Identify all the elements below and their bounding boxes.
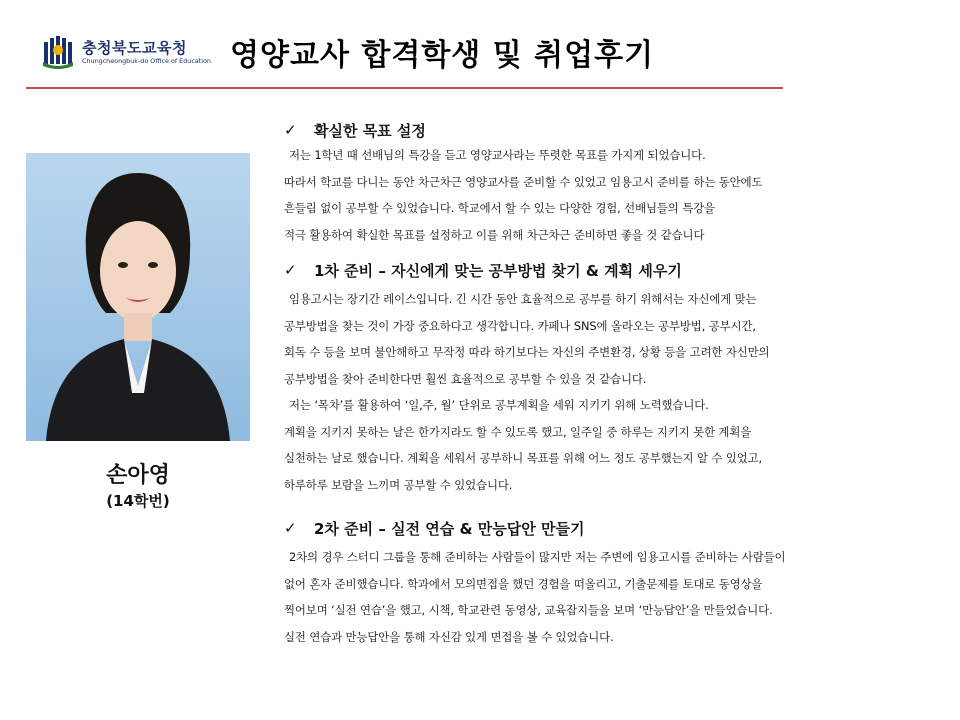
body-line: 하루하루 보람을 느끼며 공부할 수 있었습니다.: [284, 477, 513, 492]
section-goal: [284, 118, 944, 248]
section-title: 2차 준비 – 실전 연습 & 만능답안 만들기: [314, 519, 585, 538]
section-header: [284, 118, 944, 142]
logo-subtext: Chungcheongbuk-do Office of Education: [82, 57, 211, 65]
check-icon: ✓: [284, 261, 297, 279]
section-header: [284, 516, 944, 540]
body-line: 흔들림 없이 공부할 수 있었습니다. 학교에서 할 수 있는 다양한 경험, 선배님들의 특강을: [284, 201, 715, 215]
body-line: 없어 혼자 준비했습니다. 학과에서 모의면접을 했던 경험을 떠올리고, 기출문제를 토대로 동영상을: [284, 576, 763, 591]
body-line: 임용고시는 장기간 레이스입니다. 긴 시간 동안 효율적으로 공부를 하기 위해서는 자신에게 맞는: [289, 292, 757, 306]
office-emblem-icon: [42, 36, 76, 70]
body-line: 적극 활용하여 확실한 목표를 설정하고 이를 위해 차근차근 준비하면 좋을 것 같습니다: [284, 227, 705, 242]
body-line: 실천하는 날로 했습니다. 계획을 세워서 공부하니 목표를 위해 어느 정도 공부했는지 알 수 있었고,: [284, 451, 763, 465]
section-body: [284, 544, 944, 650]
page-title: 영양교사 합격학생 및 취업후기: [230, 38, 655, 73]
body-line: 저는 ‘목차’를 활용하여 ‘일,주, 월’ 단위로 공부계획을 세워 지키기 위해 노력했습니다.: [289, 398, 709, 412]
body-line: 공부방법을 찾아 준비한다면 훨씬 효율적으로 공부할 수 있을 것 같습니다.: [284, 371, 647, 386]
body-line: 저는 1학년 때 선배님의 특강을 듣고 영양교사라는 뚜렷한 목표를 가지게 되었습니다.: [289, 148, 706, 162]
student-info: [26, 462, 250, 512]
body-line: 회독 수 등을 보며 불안해하고 무작정 따라 하기보다는 자신의 주변환경, 상황 등을 고려한 자신만의: [284, 345, 770, 359]
section-title: 1차 준비 – 자신에게 맞는 공부방법 찾기 & 계획 세우기: [314, 261, 682, 280]
body-line: 공부방법을 찾는 것이 가장 중요하다고 생각합니다. 카페나 SNS에 올라오는 공부방법, 공부시간,: [284, 318, 756, 333]
check-icon: ✓: [284, 121, 297, 139]
logo-text: 충청북도교육청: [82, 39, 187, 57]
profile-photo: [26, 153, 250, 441]
section-second-stage: [284, 516, 944, 650]
body-line: 2차의 경우 스터디 그룹을 통해 준비하는 사람들이 많지만 저는 주변에 임용고시를 준비하는 사람들이: [289, 550, 786, 564]
check-icon: ✓: [284, 519, 297, 537]
title-divider: [26, 87, 783, 89]
student-year: (14학번): [106, 492, 170, 510]
section-body: [284, 142, 944, 248]
body-line: 따라서 학교를 다니는 동안 차근차근 영양교사를 준비할 수 있었고 임용고시 준비를 하는 동안에도: [284, 174, 763, 189]
section-body: [284, 286, 944, 498]
section-first-stage: [284, 258, 944, 498]
office-logo: [42, 36, 222, 76]
section-title: 확실한 목표 설정: [314, 121, 426, 140]
section-header: [284, 258, 944, 282]
student-name: 손아영: [106, 463, 170, 488]
body-line: 실전 연습과 만능답안을 통해 자신감 있게 면접을 볼 수 있었습니다.: [284, 629, 614, 644]
header: [0, 0, 960, 95]
body-line: 계획을 지키지 못하는 날은 한가지라도 할 수 있도록 했고, 일주일 중 하루는 지키지 못한 계획을: [284, 424, 752, 439]
body-line: 찍어보며 ‘실전 연습’을 했고, 시책, 학교관련 동영상, 교육잡지들을 보며 ‘만능답안’을 만들었습니다.: [284, 603, 773, 617]
